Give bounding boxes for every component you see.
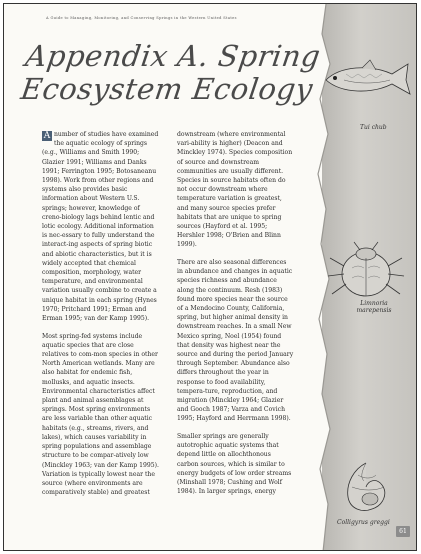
- paragraph: downstream (where environmental vari-ability is higher) (Deacon and Minckley 1974). Species composition of source and downstream communities are usually different. Species in source habitats often do not occur downstream where temperature variation is greatest, and many source species prefer habitats that are unique to spring sources (Hayford et al. 1995; Hershler 1998; O'Brien and Blinn 1999).: [177, 131, 293, 249]
- paragraph: There are also seasonal differences in abundance and changes in aquatic species richness and abundance along the continuum. Resh (1983) found more species near the source of a Mendocino County, California, spring, but higher animal density in downstream reaches. In a small New Mexico spring, Noel (1954) found that density was highest near the source and during the period January through September. Abundance also differs throughout the year in response to food availability, tempera-ture, reproduction, and migration (Minckley 1964; Glazier and Gooch 1987; Varza and Covich 1995; Hayford and Herrmann 1998).: [177, 259, 294, 423]
- paragraph-text: number of studies have examined the aquatic ecology of springs (e.g., Williams and Smith 1990; Glazier 1991; Williams and Danks 1991; Ferrington 1995; Botosaneanu 1998). Work from other regions and systems also provides basic information about Western U.S. springs; however, knowledge of creno-biology lags behind lentic and lotic ecology. Additional information is nec-essary to fully understand the interact-ing aspects of spring biotic and abiotic characteristics, but it is widely accepted that chemical composition, morphology, water temperature, and environmental variation usually combine to create a unique habitat in each spring (Hynes 1970; Pritchard 1991; Erman and Erman 1995; van der Kamp 1995).: [42, 131, 159, 323]
- page-title: Appendix A. Spring Ecosystem Ecology: [18, 39, 323, 106]
- paragraph: Smaller springs are generally autotrophic aquatic systems that depend little on allochthonous carbon sources, which is similar to energy budgets of low order streams (Minshall 1978; Cushing and Wolf 1984). In larger springs, energy: [177, 433, 292, 496]
- left-column: [42, 130, 159, 506]
- caption-beetle-genus: Limnoria: [360, 300, 388, 307]
- caption-snail: Colligyrus greggi: [337, 519, 390, 526]
- tui-chub-illustration: [322, 54, 414, 104]
- running-head: A Guide to Managing, Monitoring, and Conserving Springs in the Western United States: [46, 16, 237, 20]
- caption-beetle: [354, 300, 394, 314]
- middle-column: [177, 130, 294, 505]
- page-number: 61: [396, 526, 410, 537]
- paragraph: [42, 130, 159, 323]
- snail-illustration: [340, 459, 392, 515]
- beetle-illustration: [326, 240, 406, 304]
- caption-beetle-species: marepensis: [356, 307, 392, 314]
- paragraph: Most spring-fed systems include aquatic species that are close relatives to com-mon species in other North American wetlands. Many are also habitat for endemic fish, mollusks, and aquatic insects. Environmental characteristics affect plant and animal assemblages at springs. Most spring environments are less variable than other aquatic habitats (e.g., streams, rivers, and lakes), which causes variability in spring populations and assemblage structure to be compar-atively low (Minckley 1963; van der Kamp 1995). Variation is typically lowest near the source (where environments are comparatively stable) and greatest: [42, 332, 159, 497]
- caption-fish: Tui chub: [360, 124, 387, 131]
- dropcap-block: [42, 131, 52, 141]
- page: [3, 3, 417, 551]
- dropcap-letter: A: [43, 131, 51, 141]
